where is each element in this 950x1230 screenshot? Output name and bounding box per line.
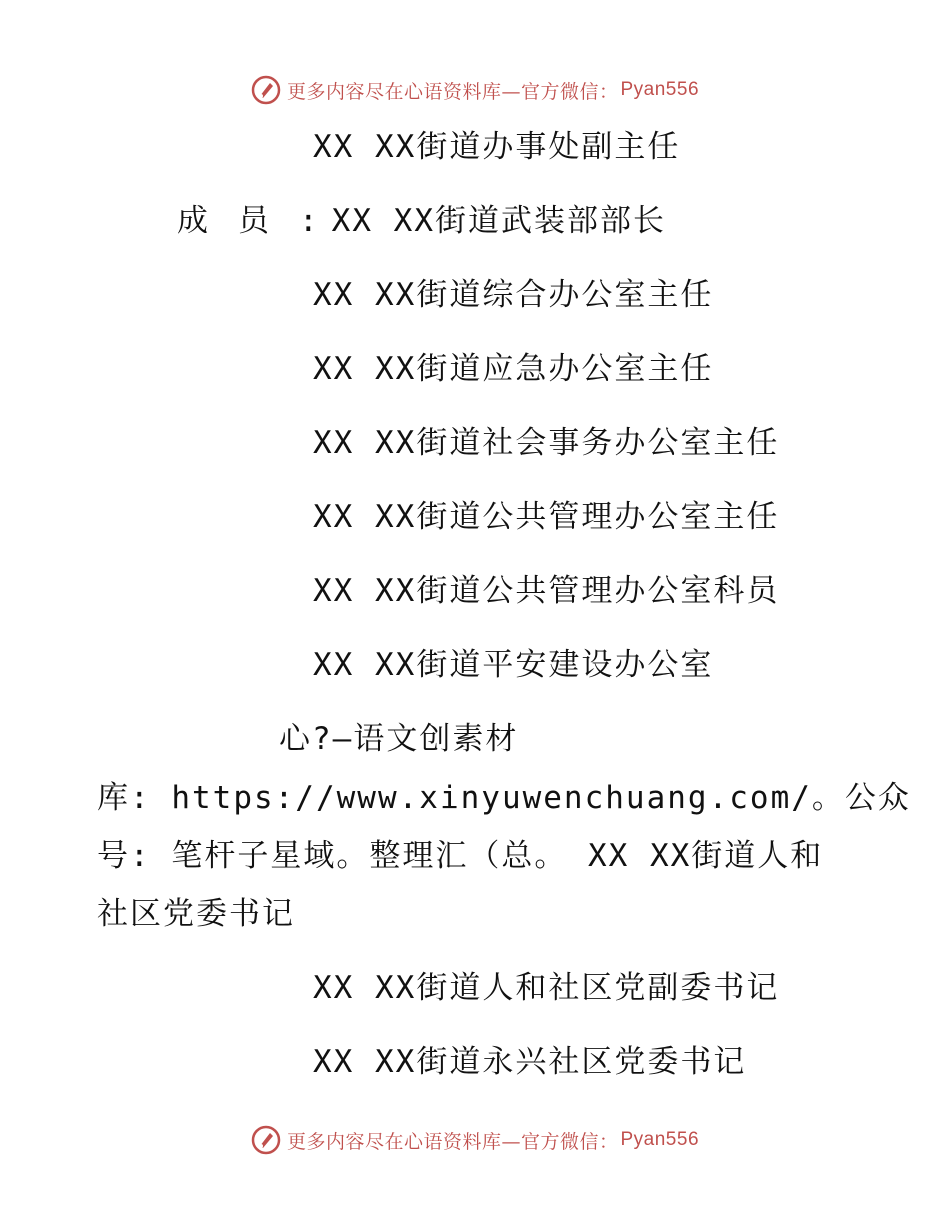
text-line-14: XX XX街道永兴社区党委书记 [313, 1044, 747, 1080]
text-line-7: XX XX街道公共管理办公室科员 [313, 573, 780, 609]
text-line-5: XX XX街道社会事务办公室主任 [313, 425, 780, 461]
text-line-8: XX XX街道平安建设办公室 [313, 647, 714, 683]
text-line-12: 社区党委书记 [97, 896, 295, 932]
text-line-6: XX XX街道公共管理办公室主任 [313, 499, 780, 535]
members-line [177, 201, 666, 241]
text-line-10: 库: https://www.xinyuwenchuang.com/。公众 [97, 780, 911, 816]
members-label: 成员 [177, 203, 299, 239]
watermark-header [0, 70, 950, 110]
text-line-13: XX XX街道人和社区党副委书记 [313, 970, 780, 1006]
watermark-footer [0, 1120, 950, 1160]
watermark-id: Pyan556 [620, 1129, 700, 1150]
watermark-text: 更多内容尽在心语资料库—官方微信： [286, 1130, 619, 1153]
watermark-text: 更多内容尽在心语资料库—官方微信： [286, 80, 619, 103]
members-colon: : [299, 203, 320, 239]
text-line-4: XX XX街道应急办公室主任 [313, 351, 714, 387]
text-line-3: XX XX街道综合办公室主任 [313, 277, 714, 313]
text-line-11: 号: 笔杆子星域。整理汇（总。 XX XX街道人和 [97, 838, 824, 874]
text-line-2: XX XX街道武装部部长 [331, 203, 666, 239]
pen-logo-icon [251, 1125, 281, 1155]
text-line-9: 心?—语文创素材 [279, 721, 519, 757]
watermark-id: Pyan556 [620, 79, 700, 100]
text-line-1: XX XX街道办事处副主任 [313, 129, 681, 165]
pen-logo-icon [251, 75, 281, 105]
